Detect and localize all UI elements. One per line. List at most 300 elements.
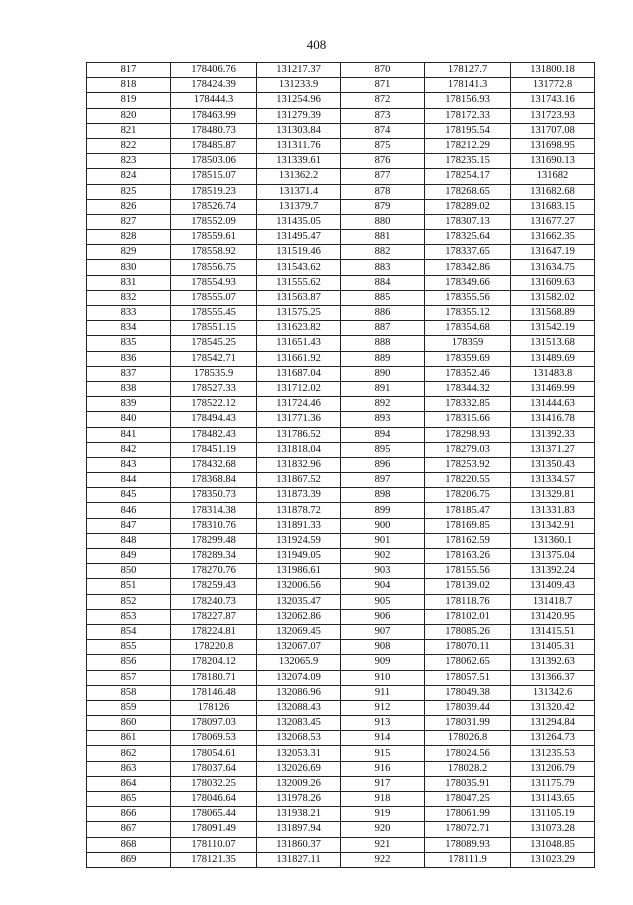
point-number-cell: 855 — [87, 640, 171, 655]
y-coordinate-cell: 131143.65 — [511, 792, 595, 807]
table-row — [87, 640, 595, 655]
x-coordinate-cell: 178368.84 — [171, 473, 257, 488]
y-coordinate-cell: 131891.33 — [257, 518, 341, 533]
table-row — [87, 807, 595, 822]
y-coordinate-cell: 131682.68 — [511, 184, 595, 199]
y-coordinate-cell: 131320.42 — [511, 700, 595, 715]
y-coordinate-cell: 131634.75 — [511, 260, 595, 275]
point-number-cell: 892 — [341, 397, 425, 412]
y-coordinate-cell: 131555.62 — [257, 275, 341, 290]
x-coordinate-cell: 178180.71 — [171, 670, 257, 685]
y-coordinate-cell: 131495.47 — [257, 230, 341, 245]
y-coordinate-cell: 131698.95 — [511, 138, 595, 153]
x-coordinate-cell: 178240.73 — [171, 594, 257, 609]
point-number-cell: 831 — [87, 275, 171, 290]
point-number-cell: 862 — [87, 746, 171, 761]
table-row — [87, 533, 595, 548]
point-number-cell: 845 — [87, 488, 171, 503]
x-coordinate-cell: 178254.17 — [425, 169, 511, 184]
x-coordinate-cell: 178089.93 — [425, 837, 511, 852]
y-coordinate-cell: 131483.8 — [511, 366, 595, 381]
point-number-cell: 867 — [87, 822, 171, 837]
point-number-cell: 838 — [87, 381, 171, 396]
y-coordinate-cell: 131415.51 — [511, 624, 595, 639]
point-number-cell: 878 — [341, 184, 425, 199]
point-number-cell: 826 — [87, 199, 171, 214]
x-coordinate-cell: 178163.26 — [425, 549, 511, 564]
coordinate-table-body — [87, 63, 595, 868]
x-coordinate-cell: 178522.12 — [171, 397, 257, 412]
table-row — [87, 776, 595, 791]
x-coordinate-cell: 178032.25 — [171, 776, 257, 791]
table-row — [87, 63, 595, 78]
y-coordinate-cell: 131647.19 — [511, 245, 595, 260]
point-number-cell: 911 — [341, 685, 425, 700]
y-coordinate-cell: 131311.76 — [257, 138, 341, 153]
table-row — [87, 214, 595, 229]
x-coordinate-cell: 178185.47 — [425, 503, 511, 518]
table-row — [87, 427, 595, 442]
point-number-cell: 833 — [87, 306, 171, 321]
x-coordinate-cell: 178035.91 — [425, 776, 511, 791]
table-row — [87, 564, 595, 579]
y-coordinate-cell: 131303.84 — [257, 123, 341, 138]
x-coordinate-cell: 178024.56 — [425, 746, 511, 761]
table-row — [87, 457, 595, 472]
point-number-cell: 879 — [341, 199, 425, 214]
point-number-cell: 899 — [341, 503, 425, 518]
x-coordinate-cell: 178070.11 — [425, 640, 511, 655]
x-coordinate-cell: 178332.85 — [425, 397, 511, 412]
point-number-cell: 921 — [341, 837, 425, 852]
x-coordinate-cell: 178289.02 — [425, 199, 511, 214]
point-number-cell: 874 — [341, 123, 425, 138]
point-number-cell: 873 — [341, 108, 425, 123]
x-coordinate-cell: 178551.15 — [171, 321, 257, 336]
point-number-cell: 896 — [341, 457, 425, 472]
point-number-cell: 850 — [87, 564, 171, 579]
table-row — [87, 700, 595, 715]
point-number-cell: 819 — [87, 93, 171, 108]
point-number-cell: 818 — [87, 78, 171, 93]
point-number-cell: 880 — [341, 214, 425, 229]
y-coordinate-cell: 131409.43 — [511, 579, 595, 594]
x-coordinate-cell: 178026.8 — [425, 731, 511, 746]
y-coordinate-cell: 131873.39 — [257, 488, 341, 503]
x-coordinate-cell: 178314.38 — [171, 503, 257, 518]
point-number-cell: 901 — [341, 533, 425, 548]
table-row — [87, 108, 595, 123]
table-row — [87, 442, 595, 457]
x-coordinate-cell: 178155.56 — [425, 564, 511, 579]
x-coordinate-cell: 178279.03 — [425, 442, 511, 457]
table-row — [87, 716, 595, 731]
point-number-cell: 914 — [341, 731, 425, 746]
y-coordinate-cell: 131723.93 — [511, 108, 595, 123]
point-number-cell: 870 — [341, 63, 425, 78]
y-coordinate-cell: 131469.99 — [511, 381, 595, 396]
point-number-cell: 886 — [341, 306, 425, 321]
point-number-cell: 834 — [87, 321, 171, 336]
y-coordinate-cell: 131651.43 — [257, 336, 341, 351]
y-coordinate-cell: 131350.43 — [511, 457, 595, 472]
table-row — [87, 321, 595, 336]
x-coordinate-cell: 178206.75 — [425, 488, 511, 503]
table-row — [87, 154, 595, 169]
x-coordinate-cell: 178069.53 — [171, 731, 257, 746]
point-number-cell: 917 — [341, 776, 425, 791]
table-row — [87, 184, 595, 199]
y-coordinate-cell: 131818.04 — [257, 442, 341, 457]
x-coordinate-cell: 178451.19 — [171, 442, 257, 457]
point-number-cell: 877 — [341, 169, 425, 184]
y-coordinate-cell: 131360.1 — [511, 533, 595, 548]
table-row — [87, 245, 595, 260]
y-coordinate-cell: 132053.31 — [257, 746, 341, 761]
y-coordinate-cell: 131683.15 — [511, 199, 595, 214]
x-coordinate-cell: 178220.8 — [171, 640, 257, 655]
point-number-cell: 876 — [341, 154, 425, 169]
x-coordinate-cell: 178220.55 — [425, 473, 511, 488]
y-coordinate-cell: 131986.61 — [257, 564, 341, 579]
table-row — [87, 199, 595, 214]
x-coordinate-cell: 178354.68 — [425, 321, 511, 336]
x-coordinate-cell: 178253.92 — [425, 457, 511, 472]
point-number-cell: 895 — [341, 442, 425, 457]
point-number-cell: 837 — [87, 366, 171, 381]
x-coordinate-cell: 178515.07 — [171, 169, 257, 184]
point-number-cell: 829 — [87, 245, 171, 260]
y-coordinate-cell: 131366.37 — [511, 670, 595, 685]
x-coordinate-cell: 178494.43 — [171, 412, 257, 427]
y-coordinate-cell: 131609.63 — [511, 275, 595, 290]
y-coordinate-cell: 131416.78 — [511, 412, 595, 427]
x-coordinate-cell: 178169.85 — [425, 518, 511, 533]
point-number-cell: 920 — [341, 822, 425, 837]
x-coordinate-cell: 178062.65 — [425, 655, 511, 670]
table-row — [87, 503, 595, 518]
x-coordinate-cell: 178156.93 — [425, 93, 511, 108]
x-coordinate-cell: 178146.48 — [171, 685, 257, 700]
point-number-cell: 916 — [341, 761, 425, 776]
y-coordinate-cell: 131217.37 — [257, 63, 341, 78]
x-coordinate-cell: 178307.13 — [425, 214, 511, 229]
y-coordinate-cell: 132026.69 — [257, 761, 341, 776]
point-number-cell: 827 — [87, 214, 171, 229]
x-coordinate-cell: 178463.99 — [171, 108, 257, 123]
point-number-cell: 904 — [341, 579, 425, 594]
point-number-cell: 825 — [87, 184, 171, 199]
y-coordinate-cell: 131371.27 — [511, 442, 595, 457]
point-number-cell: 890 — [341, 366, 425, 381]
y-coordinate-cell: 132086.96 — [257, 685, 341, 700]
x-coordinate-cell: 178046.64 — [171, 792, 257, 807]
y-coordinate-cell: 131519.46 — [257, 245, 341, 260]
y-coordinate-cell: 132035.47 — [257, 594, 341, 609]
point-number-cell: 900 — [341, 518, 425, 533]
x-coordinate-cell: 178299.48 — [171, 533, 257, 548]
y-coordinate-cell: 131392.24 — [511, 564, 595, 579]
y-coordinate-cell: 131392.33 — [511, 427, 595, 442]
y-coordinate-cell: 131743.16 — [511, 93, 595, 108]
y-coordinate-cell: 131690.13 — [511, 154, 595, 169]
point-number-cell: 852 — [87, 594, 171, 609]
x-coordinate-cell: 178344.32 — [425, 381, 511, 396]
point-number-cell: 894 — [341, 427, 425, 442]
x-coordinate-cell: 178057.51 — [425, 670, 511, 685]
x-coordinate-cell: 178110.07 — [171, 837, 257, 852]
table-row — [87, 336, 595, 351]
y-coordinate-cell: 131048.85 — [511, 837, 595, 852]
x-coordinate-cell: 178065.44 — [171, 807, 257, 822]
y-coordinate-cell: 131938.21 — [257, 807, 341, 822]
table-row — [87, 852, 595, 867]
point-number-cell: 893 — [341, 412, 425, 427]
y-coordinate-cell: 131233.9 — [257, 78, 341, 93]
point-number-cell: 843 — [87, 457, 171, 472]
coordinate-table — [86, 62, 595, 868]
y-coordinate-cell: 131677.27 — [511, 214, 595, 229]
y-coordinate-cell: 131329.81 — [511, 488, 595, 503]
table-row — [87, 488, 595, 503]
x-coordinate-cell: 178444.3 — [171, 93, 257, 108]
y-coordinate-cell: 131418.7 — [511, 594, 595, 609]
x-coordinate-cell: 178047.25 — [425, 792, 511, 807]
x-coordinate-cell: 178085.26 — [425, 624, 511, 639]
table-row — [87, 731, 595, 746]
y-coordinate-cell: 131331.83 — [511, 503, 595, 518]
y-coordinate-cell: 131371.4 — [257, 184, 341, 199]
table-row — [87, 792, 595, 807]
x-coordinate-cell: 178545.25 — [171, 336, 257, 351]
table-row — [87, 397, 595, 412]
x-coordinate-cell: 178482.43 — [171, 427, 257, 442]
point-number-cell: 844 — [87, 473, 171, 488]
x-coordinate-cell: 178121.35 — [171, 852, 257, 867]
table-row — [87, 230, 595, 245]
y-coordinate-cell: 131175.79 — [511, 776, 595, 791]
table-row — [87, 260, 595, 275]
x-coordinate-cell: 178118.76 — [425, 594, 511, 609]
x-coordinate-cell: 178542.71 — [171, 351, 257, 366]
point-number-cell: 903 — [341, 564, 425, 579]
point-number-cell: 912 — [341, 700, 425, 715]
point-number-cell: 898 — [341, 488, 425, 503]
x-coordinate-cell: 178049.38 — [425, 685, 511, 700]
y-coordinate-cell: 132069.45 — [257, 624, 341, 639]
point-number-cell: 887 — [341, 321, 425, 336]
point-number-cell: 861 — [87, 731, 171, 746]
x-coordinate-cell: 178204.12 — [171, 655, 257, 670]
y-coordinate-cell: 131661.92 — [257, 351, 341, 366]
point-number-cell: 858 — [87, 685, 171, 700]
x-coordinate-cell: 178556.75 — [171, 260, 257, 275]
x-coordinate-cell: 178224.81 — [171, 624, 257, 639]
x-coordinate-cell: 178552.09 — [171, 214, 257, 229]
y-coordinate-cell: 131623.82 — [257, 321, 341, 336]
point-number-cell: 902 — [341, 549, 425, 564]
x-coordinate-cell: 178054.61 — [171, 746, 257, 761]
x-coordinate-cell: 178141.3 — [425, 78, 511, 93]
y-coordinate-cell: 131362.2 — [257, 169, 341, 184]
y-coordinate-cell: 131924.59 — [257, 533, 341, 548]
point-number-cell: 866 — [87, 807, 171, 822]
x-coordinate-cell: 178352.46 — [425, 366, 511, 381]
y-coordinate-cell: 131342.6 — [511, 685, 595, 700]
x-coordinate-cell: 178355.56 — [425, 290, 511, 305]
x-coordinate-cell: 178480.73 — [171, 123, 257, 138]
point-number-cell: 919 — [341, 807, 425, 822]
x-coordinate-cell: 178039.44 — [425, 700, 511, 715]
table-row — [87, 655, 595, 670]
y-coordinate-cell: 131978.26 — [257, 792, 341, 807]
x-coordinate-cell: 178315.66 — [425, 412, 511, 427]
y-coordinate-cell: 131254.96 — [257, 93, 341, 108]
x-coordinate-cell: 178342.86 — [425, 260, 511, 275]
y-coordinate-cell: 131563.87 — [257, 290, 341, 305]
table-row — [87, 822, 595, 837]
x-coordinate-cell: 178503.06 — [171, 154, 257, 169]
y-coordinate-cell: 131542.19 — [511, 321, 595, 336]
point-number-cell: 864 — [87, 776, 171, 791]
point-number-cell: 823 — [87, 154, 171, 169]
y-coordinate-cell: 131392.63 — [511, 655, 595, 670]
y-coordinate-cell: 131568.89 — [511, 306, 595, 321]
point-number-cell: 857 — [87, 670, 171, 685]
point-number-cell: 913 — [341, 716, 425, 731]
x-coordinate-cell: 178270.76 — [171, 564, 257, 579]
point-number-cell: 863 — [87, 761, 171, 776]
point-number-cell: 824 — [87, 169, 171, 184]
table-row — [87, 685, 595, 700]
x-coordinate-cell: 178325.64 — [425, 230, 511, 245]
y-coordinate-cell: 131073.28 — [511, 822, 595, 837]
x-coordinate-cell: 178072.71 — [425, 822, 511, 837]
table-row — [87, 78, 595, 93]
y-coordinate-cell: 131860.37 — [257, 837, 341, 852]
point-number-cell: 847 — [87, 518, 171, 533]
table-row — [87, 381, 595, 396]
point-number-cell: 846 — [87, 503, 171, 518]
y-coordinate-cell: 131405.31 — [511, 640, 595, 655]
y-coordinate-cell: 131513.68 — [511, 336, 595, 351]
y-coordinate-cell: 132009.26 — [257, 776, 341, 791]
x-coordinate-cell: 178111.9 — [425, 852, 511, 867]
x-coordinate-cell: 178195.54 — [425, 123, 511, 138]
table-row — [87, 624, 595, 639]
x-coordinate-cell: 178535.9 — [171, 366, 257, 381]
y-coordinate-cell: 132083.45 — [257, 716, 341, 731]
point-number-cell: 836 — [87, 351, 171, 366]
x-coordinate-cell: 178359 — [425, 336, 511, 351]
y-coordinate-cell: 131687.04 — [257, 366, 341, 381]
y-coordinate-cell: 131339.61 — [257, 154, 341, 169]
point-number-cell: 848 — [87, 533, 171, 548]
x-coordinate-cell: 178235.15 — [425, 154, 511, 169]
y-coordinate-cell: 131771.36 — [257, 412, 341, 427]
y-coordinate-cell: 131712.02 — [257, 381, 341, 396]
point-number-cell: 830 — [87, 260, 171, 275]
point-number-cell: 859 — [87, 700, 171, 715]
x-coordinate-cell: 178559.61 — [171, 230, 257, 245]
y-coordinate-cell: 131105.19 — [511, 807, 595, 822]
y-coordinate-cell: 131264.73 — [511, 731, 595, 746]
y-coordinate-cell: 132088.43 — [257, 700, 341, 715]
x-coordinate-cell: 178028.2 — [425, 761, 511, 776]
x-coordinate-cell: 178268.65 — [425, 184, 511, 199]
x-coordinate-cell: 178227.87 — [171, 609, 257, 624]
y-coordinate-cell: 132068.53 — [257, 731, 341, 746]
point-number-cell: 851 — [87, 579, 171, 594]
table-row — [87, 290, 595, 305]
y-coordinate-cell: 131582.02 — [511, 290, 595, 305]
point-number-cell: 868 — [87, 837, 171, 852]
y-coordinate-cell: 132074.09 — [257, 670, 341, 685]
point-number-cell: 883 — [341, 260, 425, 275]
x-coordinate-cell: 178031.99 — [425, 716, 511, 731]
point-number-cell: 854 — [87, 624, 171, 639]
y-coordinate-cell: 131575.25 — [257, 306, 341, 321]
point-number-cell: 860 — [87, 716, 171, 731]
x-coordinate-cell: 178555.45 — [171, 306, 257, 321]
x-coordinate-cell: 178172.33 — [425, 108, 511, 123]
x-coordinate-cell: 178432.68 — [171, 457, 257, 472]
x-coordinate-cell: 178259.43 — [171, 579, 257, 594]
y-coordinate-cell: 131294.84 — [511, 716, 595, 731]
table-row — [87, 412, 595, 427]
x-coordinate-cell: 178349.66 — [425, 275, 511, 290]
y-coordinate-cell: 131435.05 — [257, 214, 341, 229]
point-number-cell: 888 — [341, 336, 425, 351]
point-number-cell: 881 — [341, 230, 425, 245]
y-coordinate-cell: 131379.7 — [257, 199, 341, 214]
y-coordinate-cell: 132067.07 — [257, 640, 341, 655]
x-coordinate-cell: 178555.07 — [171, 290, 257, 305]
point-number-cell: 832 — [87, 290, 171, 305]
y-coordinate-cell: 131206.79 — [511, 761, 595, 776]
x-coordinate-cell: 178527.33 — [171, 381, 257, 396]
x-coordinate-cell: 178526.74 — [171, 199, 257, 214]
point-number-cell: 906 — [341, 609, 425, 624]
table-row — [87, 579, 595, 594]
point-number-cell: 856 — [87, 655, 171, 670]
point-number-cell: 872 — [341, 93, 425, 108]
point-number-cell: 828 — [87, 230, 171, 245]
x-coordinate-cell: 178359.69 — [425, 351, 511, 366]
x-coordinate-cell: 178061.99 — [425, 807, 511, 822]
y-coordinate-cell: 131682 — [511, 169, 595, 184]
x-coordinate-cell: 178126 — [171, 700, 257, 715]
y-coordinate-cell: 131772.8 — [511, 78, 595, 93]
table-row — [87, 93, 595, 108]
point-number-cell: 820 — [87, 108, 171, 123]
y-coordinate-cell: 131827.11 — [257, 852, 341, 867]
y-coordinate-cell: 132062.86 — [257, 609, 341, 624]
y-coordinate-cell: 131949.05 — [257, 549, 341, 564]
y-coordinate-cell: 131786.52 — [257, 427, 341, 442]
table-row — [87, 609, 595, 624]
y-coordinate-cell: 131662.35 — [511, 230, 595, 245]
page-number: 408 — [306, 37, 327, 52]
table-row — [87, 169, 595, 184]
x-coordinate-cell: 178558.92 — [171, 245, 257, 260]
point-number-cell: 849 — [87, 549, 171, 564]
y-coordinate-cell: 132065.9 — [257, 655, 341, 670]
y-coordinate-cell: 131878.72 — [257, 503, 341, 518]
point-number-cell: 885 — [341, 290, 425, 305]
y-coordinate-cell: 131375.04 — [511, 549, 595, 564]
point-number-cell: 884 — [341, 275, 425, 290]
